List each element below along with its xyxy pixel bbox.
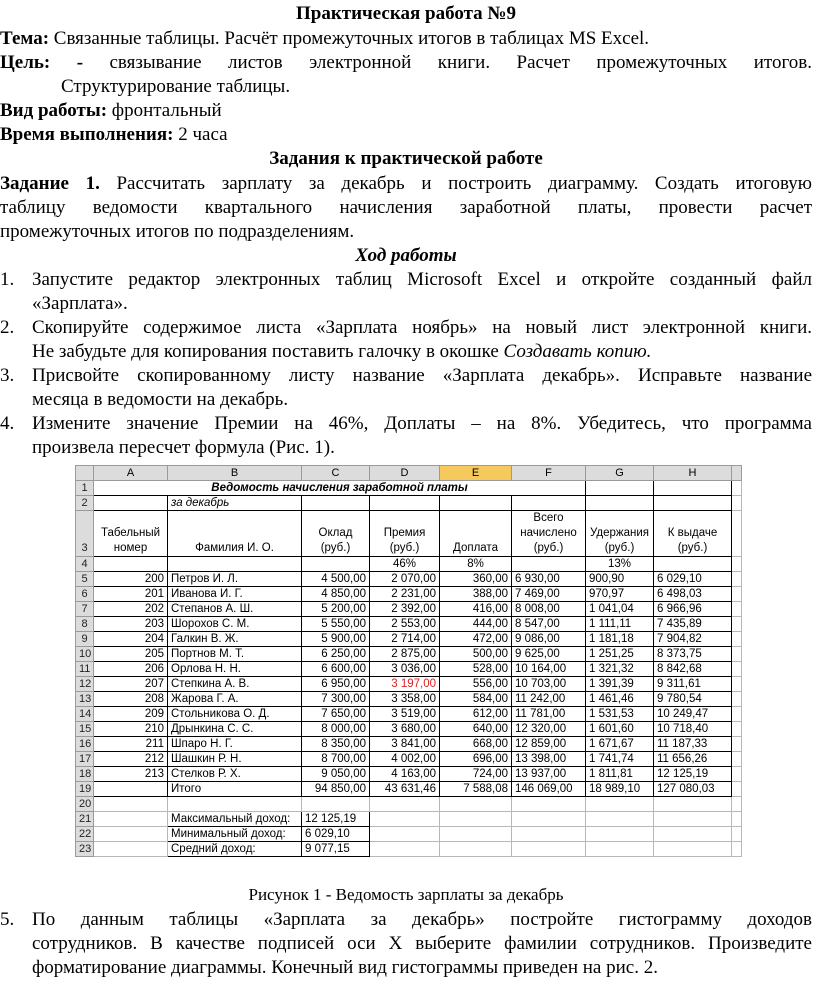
column-headers: A B C D E F G H: [76, 466, 742, 481]
goal-line-2: Структурирование таблицы.: [61, 76, 291, 97]
table-cell: Портнов М. Т.: [168, 647, 302, 662]
table-cell: 202: [94, 602, 168, 617]
table-row: 5 200 Петров И. Л. 4 500,00 2 070,00 360,00 6 930,00 900,90 6 029,10: [76, 572, 742, 587]
table-cell: Жарова Г. А.: [168, 692, 302, 707]
table-row: 7 202 Степанов А. Ш. 5 200,00 2 392,00 416,00 8 008,00 1 041,04 6 966,96: [76, 602, 742, 617]
table-cell: 724,00: [440, 767, 512, 782]
table-cell: 1 531,53: [586, 707, 654, 722]
table-cell: 1 041,04: [586, 602, 654, 617]
table-cell: 6 600,00: [302, 662, 370, 677]
table-row: 6 201 Иванова И. Г. 4 850,00 2 231,00 388,00 7 469,00 970,97 6 498,03: [76, 587, 742, 602]
table-cell: 6 029,10: [654, 572, 732, 587]
table-cell: 208: [94, 692, 168, 707]
table-cell: Стольникова О. Д.: [168, 707, 302, 722]
month-row: 2 за декабрь: [76, 496, 742, 511]
table-cell: 528,00: [440, 662, 512, 677]
table-row: 16 211 Шпаро Н. Г. 8 350,00 3 841,00 668,00 12 859,00 1 671,67 11 187,33: [76, 737, 742, 752]
table-cell: Шорохов С. М.: [168, 617, 302, 632]
table-cell: 13 937,00: [512, 767, 586, 782]
table-cell: 1 181,18: [586, 632, 654, 647]
table-row: 9 204 Галкин В. Ж. 5 900,00 2 714,00 472,00 9 086,00 1 181,18 7 904,82: [76, 632, 742, 647]
table-row: 12 207 Степкина А. В. 6 950,00 3 197,00 556,00 10 703,00 1 391,39 9 311,61: [76, 677, 742, 692]
table-cell: 9 086,00: [512, 632, 586, 647]
empty-row: 20: [76, 797, 742, 812]
table-cell: 970,97: [586, 587, 654, 602]
total-row: 19 Итого 94 850,00 43 631,46 7 588,08 146 069,00 18 989,10 127 080,03: [76, 782, 742, 797]
table-cell: Стелков Р. Х.: [168, 767, 302, 782]
stat-row-max: 21 Максимальный доход: 12 125,19: [76, 812, 742, 827]
table-cell: 5 550,00: [302, 617, 370, 632]
work-type-label: Вид работы:: [0, 100, 108, 121]
table-cell: 4 850,00: [302, 587, 370, 602]
table-cell: 388,00: [440, 587, 512, 602]
table-cell: 6 250,00: [302, 647, 370, 662]
table-cell: 1 111,11: [586, 617, 654, 632]
table-row: 14 209 Стольникова О. Д. 7 650,00 3 519,00 612,00 11 781,00 1 531,53 10 249,47: [76, 707, 742, 722]
header-row: 3 Табельный номер Фамилия И. О. Оклад (руб.) Премия (руб.) Доплата Всего начислено (руб.) Удержания (руб.) К выдаче (руб.): [76, 511, 742, 557]
table-cell: 8 008,00: [512, 602, 586, 617]
table-cell: 416,00: [440, 602, 512, 617]
table-cell: 556,00: [440, 677, 512, 692]
table-cell: 11 656,26: [654, 752, 732, 767]
workflow-heading: Ход работы: [355, 245, 457, 266]
table-cell: Орлова Н. Н.: [168, 662, 302, 677]
table-cell: 6 498,03: [654, 587, 732, 602]
table-cell: 444,00: [440, 617, 512, 632]
table-cell: 1 671,67: [586, 737, 654, 752]
task1-line1: Задание 1. Рассчитать зарплату за декабрь и построить диаграмму. Создать итоговую: [0, 173, 813, 194]
table-row: 8 203 Шорохов С. М. 5 550,00 2 553,00 444,00 8 547,00 1 111,11 7 435,89: [76, 617, 742, 632]
table-cell: Степанов А. Ш.: [168, 602, 302, 617]
table-cell: 3 519,00: [370, 707, 440, 722]
work-type-line: [0, 99, 812, 123]
table-cell: 1 391,39: [586, 677, 654, 692]
table-cell: 3 036,00: [370, 662, 440, 677]
table-cell: 8 842,68: [654, 662, 732, 677]
table-cell: 209: [94, 707, 168, 722]
table-cell: 4 002,00: [370, 752, 440, 767]
table-cell: 1 601,60: [586, 722, 654, 737]
table-cell: 11 187,33: [654, 737, 732, 752]
table-row: 18 213 Стелков Р. Х. 9 050,00 4 163,00 724,00 13 937,00 1 811,81 12 125,19: [76, 767, 742, 782]
table-cell: 696,00: [440, 752, 512, 767]
table-cell: 2 553,00: [370, 617, 440, 632]
document-page: Практическая работа №9 Тема: Связанные таблицы. Расчёт промежуточных итогов в таблицах MS Excel. Цель: - связывание листов электронной книги. Расчет промежуточных итогов. Структурирование таблицы. Вид работы: фронтальный Время выполнения: 2 часа Задания к практической работе Задание 1. Рассчитать зарплату за декабрь и построить диаграмму. Создать итоговую таблицу ведомости квартального начисления заработной платы, провести расчет промежуточных итогов по подразделениям. Ход работы 1. Запустите редактор электронных таблиц Microsoft Excel и откройте созданный файл «Зарплата». 2. Скопируйте содержимое листа «Зарплата ноябрь» на новый лист электронной книги. Не забудьте для копирования поставить галочку в окошке Создавать копию. 3. Присвойте скопированному листу название «Зарплата декабрь». Исправьте название месяца в ведомости на декабрь. 4. Измените значение Премии на 46%, Доплаты – на 8%. Убедитесь, что программа произвела пересчет формула (Рис. 1). A B C D E F G H 1 Ведомость начисления заработной платы 2 за декабрь 3 Табельный номер Фамилия И. О. Оклад (руб.) Премия (руб.) Доплата Всего начислено (руб.) Удержания (руб.) К выдаче (руб.) 4 46% 8% 13% 5 200 Петров И. Л. 4 500,00 2 070,00 360,00 6 930,00 900,90 6 029,10 6 201 Иванова И. Г. 4 850,00 2 231,00 388,00 7 469,00 970,97 6 498,03 7 202 Степанов А. Ш. 5 200,00 2 392,00 416,00 8 008,00 1 041,04 6 966,96 8 203 Шорохов С. М. 5 550,00 2 553,00 444,00 8 547,00 1 111,11 7 435,89 9 204 Галкин В. Ж. 5 900,00 2 714,00 472,00 9 086,00 1 181,18 7 904,82 10 205 Портнов М. Т. 6 250,00 2 875,00 500,00 9 625,00 1 251,25 8 373,75 11 206 Орлова Н. Н. 6 600,00 3 036,00 528,00 10 164,00 1 321,32 8 842,68 12 207 Степкина А. В. 6 950,00 3 197,00 556,00 10 703,00 1 391,39 9 311,61 13 208 Жарова Г. А. 7 300,00 3 358,00 584,00 11 242,00 1 461,46 9 780,54 14 209 Стольникова О. Д. 7 650,00 3 519,00 612,00 11 781,00 1 531,53 10 249,47 15 210 Дрынкина С. С. 8 000,00 3 680,00 640,00 12 320,00 1 601,60 10 718,40 16 211 Шпаро Н. Г. 8 350,00 3 841,00 668,00 12 859,00 1 671,67 11 187,33 17 212 Шашкин Р. Н. 8 700,00 4 002,00 696,00 13 398,00 1 741,74 11 656,26 18 213 Стелков Р. Х. 9 050,00 4 163,00 724,00 13 937,00 1 811,81 12 125,19 19 Итого 94 850,00 43 631,46 7 588,08 146 069,00 18 989,10 127 080,03 20 21 Максимальный доход: 12 125,19 22 Минимальный доход: 6 029,10 23 Средний доход: 9 077,15 Рисунок 1 - Ведомость зарплаты за декабрь 5. По данным таблицы «Зарплата за декабрь» постройте гистограмму доходов сотрудников. В качестве подписей оси X выберите фамилии сотрудников. Произведите форматирование диаграммы. Конечный вид гистограммы приведен на рис. 2.: [0, 3, 813, 978]
table-cell: 500,00: [440, 647, 512, 662]
topic-text: Связанные таблицы. Расчёт промежуточных итогов в таблицах MS Excel.: [53, 28, 650, 49]
table-cell: 3 358,00: [370, 692, 440, 707]
table-cell: 1 251,25: [586, 647, 654, 662]
create-copy-text: Создавать копию.: [503, 341, 652, 362]
table-cell: 8 373,75: [654, 647, 732, 662]
table-cell: 584,00: [440, 692, 512, 707]
table-cell: Галкин В. Ж.: [168, 632, 302, 647]
table-cell: 10 164,00: [512, 662, 586, 677]
table-cell: 4 500,00: [302, 572, 370, 587]
table-cell: 11 242,00: [512, 692, 586, 707]
table-row: 15 210 Дрынкина С. С. 8 000,00 3 680,00 640,00 12 320,00 1 601,60 10 718,40: [76, 722, 742, 737]
table-row: 17 212 Шашкин Р. Н. 8 700,00 4 002,00 696,00 13 398,00 1 741,74 11 656,26: [76, 752, 742, 767]
table-cell: 472,00: [440, 632, 512, 647]
table-cell: 612,00: [440, 707, 512, 722]
task1-line2: таблицу ведомости квартального начисления заработной платы, провести расчет: [0, 197, 812, 218]
table-cell: 203: [94, 617, 168, 632]
table-cell: 212: [94, 752, 168, 767]
table-cell: 7 435,89: [654, 617, 732, 632]
table-cell: 3 680,00: [370, 722, 440, 737]
table-cell: 8 350,00: [302, 737, 370, 752]
table-cell: 206: [94, 662, 168, 677]
tasks-heading: Задания к практической работе: [269, 148, 543, 169]
table-cell: Шашкин Р. Н.: [168, 752, 302, 767]
duration-text: 2 часа: [178, 124, 228, 145]
table-cell: 7 904,82: [654, 632, 732, 647]
duration-label: Время выполнения:: [0, 124, 174, 145]
table-cell: 9 625,00: [512, 647, 586, 662]
table-row: 11 206 Орлова Н. Н. 6 600,00 3 036,00 528,00 10 164,00 1 321,32 8 842,68: [76, 662, 742, 677]
table-cell: 7 300,00: [302, 692, 370, 707]
table-cell: 6 950,00: [302, 677, 370, 692]
table-cell: 7 469,00: [512, 587, 586, 602]
table-cell: 207: [94, 677, 168, 692]
topic-line: [0, 27, 812, 51]
table-cell: 8 547,00: [512, 617, 586, 632]
rates-row: 4 46% 8% 13%: [76, 557, 742, 572]
goal-line: [0, 51, 812, 75]
table-cell: Шпаро Н. Г.: [168, 737, 302, 752]
table-cell: 200: [94, 572, 168, 587]
sheet-title-row: 1 Ведомость начисления заработной платы: [76, 481, 742, 496]
table-cell: 668,00: [440, 737, 512, 752]
table-cell: 10 703,00: [512, 677, 586, 692]
table-cell: 10 249,47: [654, 707, 732, 722]
table-cell: 211: [94, 737, 168, 752]
table-cell: Иванова И. Г.: [168, 587, 302, 602]
table-cell: 204: [94, 632, 168, 647]
table-cell: Степкина А. В.: [168, 677, 302, 692]
table-cell: 205: [94, 647, 168, 662]
table-cell: 640,00: [440, 722, 512, 737]
table-cell: 2 714,00: [370, 632, 440, 647]
table-row: 13 208 Жарова Г. А. 7 300,00 3 358,00 584,00 11 242,00 1 461,46 9 780,54: [76, 692, 742, 707]
task1-label: Задание 1.: [0, 173, 100, 194]
table-cell: 1 461,46: [586, 692, 654, 707]
table-cell: 201: [94, 587, 168, 602]
goal-text: связывание листов электронной книги. Расчет промежуточных итогов.: [109, 52, 813, 73]
table-cell: 12 320,00: [512, 722, 586, 737]
table-cell: 6 966,96: [654, 602, 732, 617]
topic-label: Тема:: [0, 28, 50, 49]
figure-caption: Рисунок 1 - Ведомость зарплаты за декабрь: [248, 885, 564, 904]
goal-label: Цель: -: [0, 52, 84, 73]
table-cell: 1 321,32: [586, 662, 654, 677]
table-cell: 360,00: [440, 572, 512, 587]
table-cell: 9 780,54: [654, 692, 732, 707]
table-cell: 9 311,61: [654, 677, 732, 692]
table-cell: 3 841,00: [370, 737, 440, 752]
salary-spreadsheet: [75, 465, 741, 885]
table-cell: 2 875,00: [370, 647, 440, 662]
table-cell: 5 900,00: [302, 632, 370, 647]
stat-row-avg: 23 Средний доход: 9 077,15: [76, 842, 742, 857]
table-cell: 12 125,19: [654, 767, 732, 782]
table-cell: 2 070,00: [370, 572, 440, 587]
table-cell: 900,90: [586, 572, 654, 587]
table-row: 10 205 Портнов М. Т. 6 250,00 2 875,00 500,00 9 625,00 1 251,25 8 373,75: [76, 647, 742, 662]
duration-line: [0, 123, 812, 147]
table-cell: 3 197,00: [370, 677, 440, 692]
table-cell: 1 811,81: [586, 767, 654, 782]
table-cell: 1 741,74: [586, 752, 654, 767]
table-cell: Петров И. Л.: [168, 572, 302, 587]
sheet-title: Ведомость начисления заработной платы: [94, 481, 586, 496]
table-cell: 13 398,00: [512, 752, 586, 767]
table-cell: 8 700,00: [302, 752, 370, 767]
table-cell: 9 050,00: [302, 767, 370, 782]
table-cell: Дрынкина С. С.: [168, 722, 302, 737]
document-title: Практическая работа №9: [295, 3, 517, 24]
table-cell: 8 000,00: [302, 722, 370, 737]
table-cell: 11 781,00: [512, 707, 586, 722]
table-cell: 6 930,00: [512, 572, 586, 587]
table-cell: 5 200,00: [302, 602, 370, 617]
month-label: за декабрь: [168, 496, 302, 511]
table-cell: 7 650,00: [302, 707, 370, 722]
table-cell: 2 231,00: [370, 587, 440, 602]
table-cell: 2 392,00: [370, 602, 440, 617]
task1-line3: промежуточных итогов по подразделениям.: [0, 221, 355, 242]
table-cell: 10 718,40: [654, 722, 732, 737]
table-cell: 4 163,00: [370, 767, 440, 782]
table-cell: 12 859,00: [512, 737, 586, 752]
table-cell: 210: [94, 722, 168, 737]
table-cell: 213: [94, 767, 168, 782]
work-type-text: фронтальный: [111, 100, 222, 121]
stat-row-min: 22 Минимальный доход: 6 029,10: [76, 827, 742, 842]
